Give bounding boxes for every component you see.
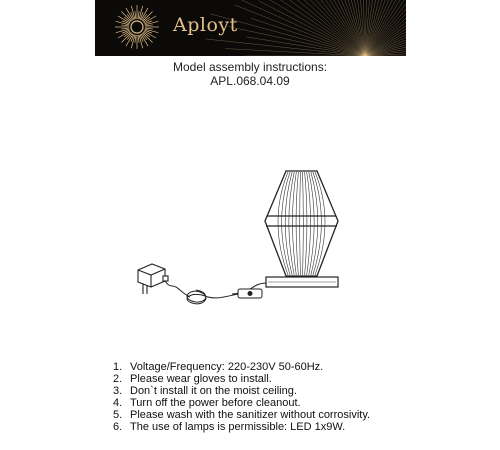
list-item: 1. Voltage/Frequency: 220-230V 50-60Hz. (113, 361, 324, 373)
document-title: Model assembly instructions: (172, 60, 328, 74)
brand-name: Aployt (173, 14, 238, 36)
table-lamp-icon (265, 171, 338, 287)
instructions-list (113, 361, 370, 433)
list-item: 3. Don`t install it on the moist ceiling. (113, 385, 297, 397)
list-item: 5. Please wash with the sanitizer without corrosivity. (113, 409, 371, 421)
power-adapter-icon (138, 264, 168, 294)
cord-switch-icon (164, 280, 266, 304)
list-item: 2. Please wear gloves to install. (113, 373, 272, 385)
list-item: 4. Turn off the power before cleanout. (113, 397, 301, 409)
model-number: APL.068.04.09 (210, 74, 290, 88)
list-item: 6. The use of lamps is permissible: LED 1x9W. (113, 421, 346, 433)
